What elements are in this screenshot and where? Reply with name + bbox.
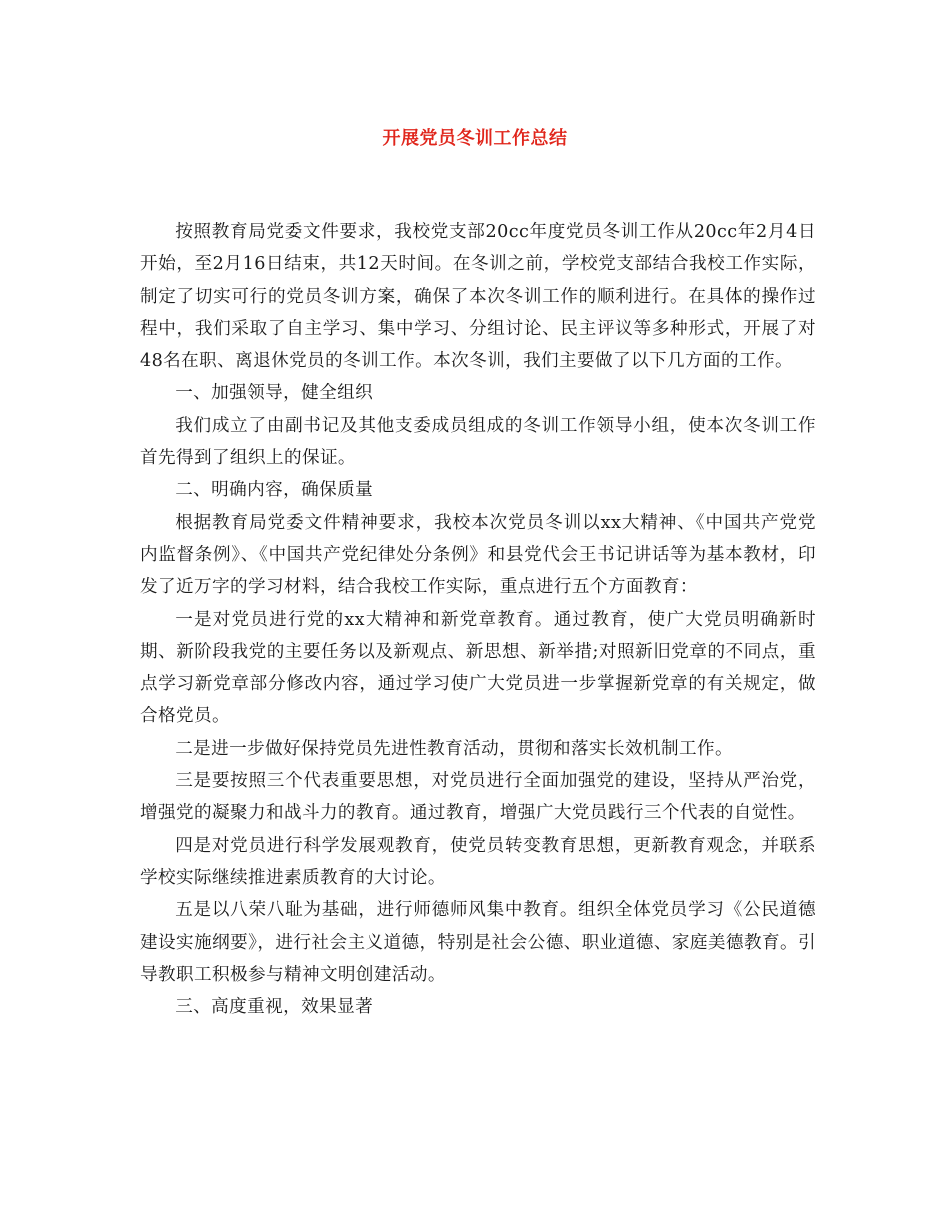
paragraph-item-3: 三是要按照三个代表重要思想，对党员进行全面加强党的建设，坚持从严治党，增强党的凝聚力和战斗力的教育。通过教育，增强广大党员践行三个代表的自觉性。 [140, 771, 816, 824]
paragraph-item-4: 四是对党员进行科学发展观教育，使党员转变教育思想，更新教育观念，并联系学校实际继续推进素质教育的大讨论。 [140, 835, 816, 888]
paragraph-item-2: 二是进一步做好保持党员先进性教育活动，贯彻和落实长效机制工作。 [175, 738, 733, 759]
document-body [140, 216, 816, 1023]
section-heading-1: 一、加强领导，健全组织 [175, 383, 374, 404]
paragraph-leadership: 我们成立了由副书记及其他支委成员组成的冬训工作领导小组，使本次冬训工作首先得到了组织上的保证。 [140, 415, 816, 469]
document-title: 开展党员冬训工作总结 [382, 128, 568, 149]
paragraph-item-1: 一是对党员进行党的xx大精神和新党章教育。通过教育，使广大党员明确新时期、新阶段我党的主要任务以及新观点、新思想、新举措;对照新旧党章的不同点，重点学习新党章部分修改内容，通过学习使广大党员进一步掌握新党章的有关规定，做合格党员。 [140, 609, 816, 727]
paragraph-intro: 按照教育局党委文件要求，我校党支部20cc年度党员冬训工作从20cc年2月4日开始，至2月16日结束，共12天时间。在冬训之前，学校党支部结合我校工作实际，制定了切实可行的党员冬训方案，确保了本次冬训工作的顺利进行。在具体的操作过程中，我们采取了自主学习、集中学习、分组讨论、民主评议等多种形式，开展了对48名在职、离退休党员的冬训工作。本次冬训，我们主要做了以下几方面的工作。 [140, 222, 816, 372]
paragraph-item-5: 五是以八荣八耻为基础，进行师德师风集中教育。组织全体党员学习《公民道德建设实施纲要》，进行社会主义道德，特别是社会公德、职业道德、家庭美德教育。引导教职工积极参与精神文明创建活动。 [140, 900, 816, 985]
section-heading-3: 三、高度重视，效果显著 [175, 997, 374, 1018]
paragraph-content: 根据教育局党委文件精神要求，我校本次党员冬训以xx大精神、《中国共产党党内监督条例》、《中国共产党纪律处分条例》和县党代会王书记讲话等为基本教材，印发了近万字的学习材料，结合我校工作实际，重点进行五个方面教育： [140, 512, 816, 598]
section-heading-2: 二、明确内容，确保质量 [175, 480, 374, 501]
